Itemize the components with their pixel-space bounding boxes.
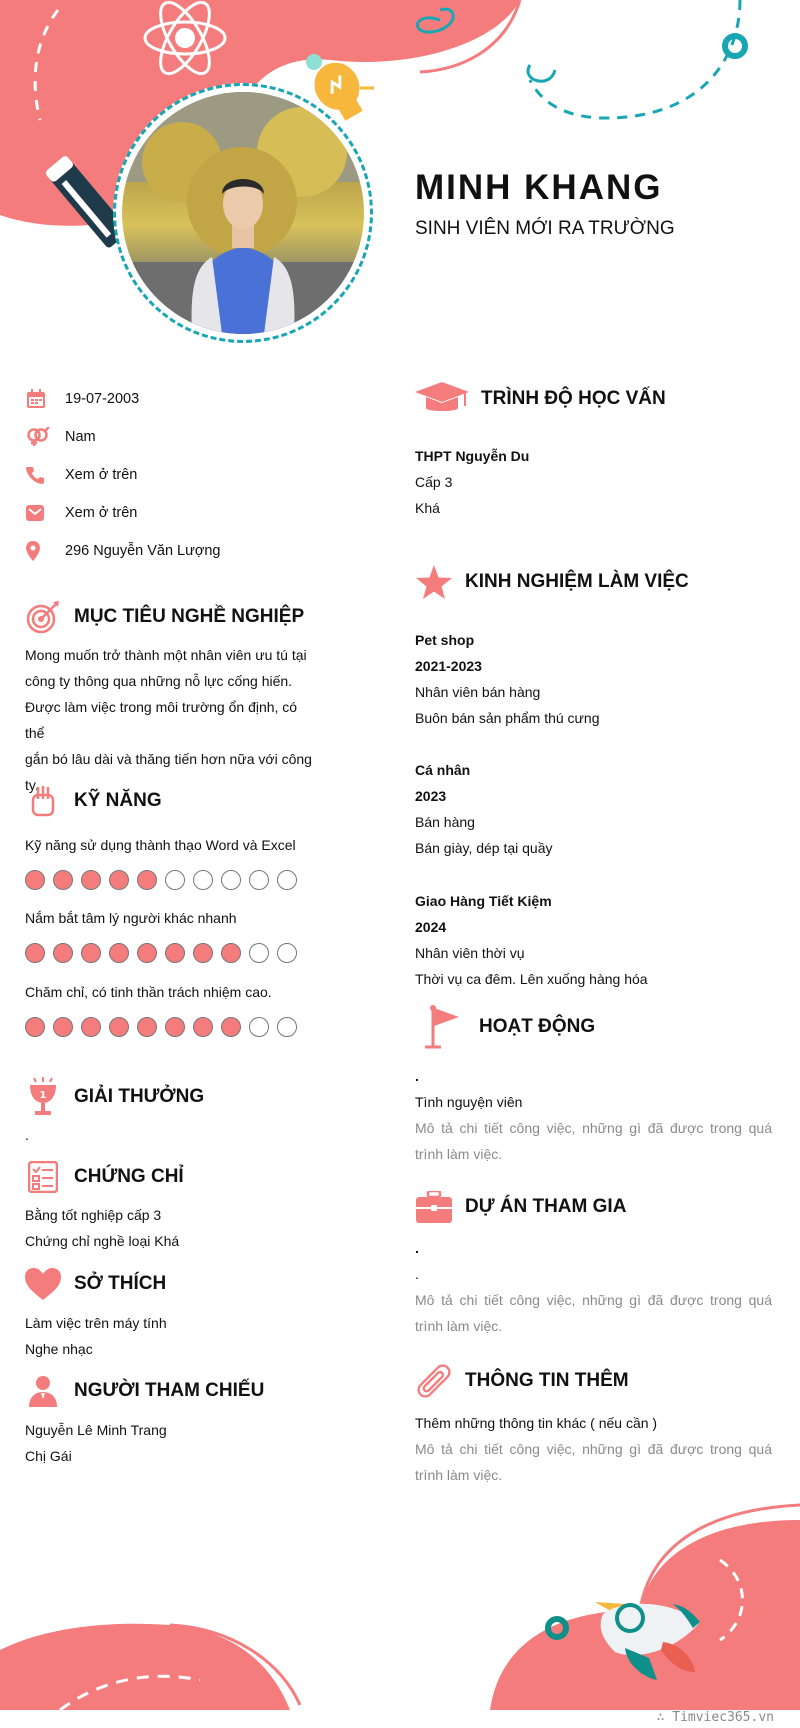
section-extra [415, 1362, 629, 1400]
text-line: . [415, 1240, 419, 1256]
job-position: Nhân viên bán hàng [415, 684, 541, 700]
text-line: ty. [25, 777, 39, 793]
briefcase-icon [415, 1188, 453, 1226]
hobbies-list [25, 1310, 167, 1362]
certificates-list [25, 1202, 179, 1254]
section-title: THÔNG TIN THÊM [465, 1370, 629, 1391]
list-item: Chứng chỉ nghề loại Khá [25, 1233, 180, 1249]
info-email [26, 494, 326, 532]
target-icon [24, 598, 62, 636]
heart-icon [24, 1265, 62, 1303]
section-activities [415, 1008, 595, 1046]
placeholder-text: Mô tả chi tiết công việc, những gì đã được trong quá trình làm việc. [415, 1120, 772, 1162]
fist-icon [24, 782, 62, 820]
watermark: ∴ Timviec365.vn [656, 1710, 774, 1725]
text-line: . [415, 1266, 419, 1282]
rating-dot-filled [137, 943, 157, 963]
rating-dot-empty [277, 943, 297, 963]
experience-job [415, 888, 648, 992]
section-title: KỸ NĂNG [74, 790, 162, 811]
svg-text:1: 1 [39, 1090, 47, 1101]
candidate-name: MINH KHANG [415, 168, 663, 207]
rating-dot-empty [277, 870, 297, 890]
text-line: Mong muốn trở thành một nhân viên ưu tú tại [25, 647, 307, 663]
avatar [113, 83, 373, 343]
rating-dot-filled [53, 1017, 73, 1037]
experience-job [415, 627, 600, 731]
info-birthday [26, 380, 326, 418]
info-value: Nam [65, 429, 96, 445]
rating-dot-empty [249, 943, 269, 963]
mail-icon [26, 502, 52, 524]
rating-dot-filled [165, 943, 185, 963]
rating-dot-empty [221, 870, 241, 890]
star-icon [415, 563, 453, 601]
person-icon [24, 1372, 62, 1410]
rating-dot-filled [25, 870, 45, 890]
rating-dot-empty [193, 870, 213, 890]
section-title: MỤC TIÊU NGHỀ NGHIỆP [74, 606, 305, 627]
info-value: Xem ở trên [65, 467, 138, 483]
rating-dot-filled [109, 870, 129, 890]
job-desc: Buôn bán sản phẩm thú cưng [415, 710, 600, 726]
rating-dot-empty [249, 870, 269, 890]
section-objective [24, 598, 304, 636]
list-item: Nghe nhạc [25, 1341, 93, 1357]
flag-icon [415, 1008, 467, 1046]
info-value: 296 Nguyễn Văn Lượng [65, 543, 221, 559]
section-title: GIẢI THƯỞNG [74, 1086, 205, 1107]
section-hobbies [24, 1265, 166, 1303]
rating-dot-filled [193, 943, 213, 963]
gender-icon [26, 426, 52, 448]
section-title: TRÌNH ĐỘ HỌC VẤN [481, 388, 666, 409]
text-line: Cấp 3 [415, 474, 453, 490]
text-line: công ty thông qua những nỗ lực cống hiến. [25, 673, 293, 689]
section-experience [415, 563, 689, 601]
candidate-role: SINH VIÊN MỚI RA TRƯỜNG [415, 218, 675, 239]
text-line: . [415, 1068, 419, 1084]
checklist-icon [24, 1158, 62, 1196]
text-line: gắn bó lâu dài và thăng tiến hơn nữa với công [25, 751, 312, 767]
section-education [415, 380, 666, 418]
section-awards [24, 1078, 204, 1116]
rating-dot-filled [165, 1017, 185, 1037]
info-gender [26, 418, 326, 456]
list-item: Làm việc trên máy tính [25, 1315, 167, 1331]
phone-icon [26, 464, 52, 486]
job-position: Bán hàng [415, 814, 475, 830]
section-title: SỞ THÍCH [74, 1273, 167, 1294]
section-certificates [24, 1158, 184, 1196]
text-line: Khá [415, 500, 440, 516]
info-value: Xem ở trên [65, 505, 138, 521]
info-value: 19-07-2003 [65, 391, 140, 407]
info-address [26, 532, 326, 570]
graduation-cap-icon [415, 380, 469, 418]
placeholder-text: Mô tả chi tiết công việc, những gì đã được trong quá trình làm việc. [415, 1441, 772, 1483]
rating-dot-filled [137, 870, 157, 890]
section-title: NGƯỜI THAM CHIẾU [74, 1380, 265, 1401]
rating-dot-filled [221, 943, 241, 963]
job-position: Nhân viên thời vụ [415, 945, 525, 961]
text-line: Được làm việc trong môi trường ổn định, có thể [25, 699, 298, 741]
job-period: 2021-2023 [415, 658, 482, 674]
list-item: Nguyễn Lê Minh Trang [25, 1422, 167, 1438]
location-pin-icon [26, 540, 52, 562]
job-company: Cá nhân [415, 762, 471, 778]
activity-name: Tình nguyện viên [415, 1094, 523, 1110]
rating-dot-filled [109, 1017, 129, 1037]
rating-dot-filled [81, 1017, 101, 1037]
skill-rating [25, 1017, 297, 1037]
skill-name: Kỹ năng sử dụng thành thạo Word và Excel [25, 837, 296, 853]
rating-dot-empty [277, 1017, 297, 1037]
section-title: HOẠT ĐỘNG [479, 1016, 596, 1037]
experience-job [415, 757, 553, 861]
calendar-icon [26, 388, 52, 410]
job-period: 2023 [415, 788, 447, 804]
rating-dot-filled [109, 943, 129, 963]
section-title: KINH NGHIỆM LÀM VIỆC [465, 571, 689, 592]
activities-detail [415, 1063, 772, 1167]
education-detail [415, 443, 529, 521]
paperclip-icon [415, 1362, 453, 1400]
section-title: CHỨNG CHỈ [74, 1166, 184, 1187]
job-desc: Bán giày, dép tại quầy [415, 840, 553, 856]
references-list [25, 1417, 167, 1469]
placeholder-text: Mô tả chi tiết công việc, những gì đã được trong quá trình làm việc. [415, 1292, 772, 1334]
text-line: Thêm những thông tin khác ( nếu cần ) [415, 1415, 658, 1431]
school-name: THPT Nguyễn Du [415, 448, 530, 464]
rating-dot-filled [25, 1017, 45, 1037]
job-company: Pet shop [415, 632, 475, 648]
rating-dot-empty [165, 870, 185, 890]
skill-name: Chăm chỉ, có tinh thần trách nhiệm cao. [25, 984, 272, 1000]
skill-rating [25, 870, 297, 890]
personal-info [26, 380, 326, 570]
section-references [24, 1372, 264, 1410]
objective-text [25, 642, 320, 798]
job-company: Giao Hàng Tiết Kiệm [415, 893, 552, 909]
list-item: Chị Gái [25, 1448, 72, 1464]
extra-detail [415, 1410, 772, 1488]
section-title: DỰ ÁN THAM GIA [465, 1196, 627, 1217]
rating-dot-filled [193, 1017, 213, 1037]
section-projects [415, 1188, 626, 1226]
atom-icon [140, 0, 230, 80]
projects-detail [415, 1235, 772, 1339]
skill-name: Nắm bắt tâm lý người khác nhanh [25, 910, 237, 926]
awards-text: . [25, 1127, 29, 1143]
info-phone [26, 456, 326, 494]
rating-dot-filled [81, 943, 101, 963]
rating-dot-filled [137, 1017, 157, 1037]
profile-photo [122, 92, 364, 334]
trophy-icon [24, 1078, 62, 1116]
list-item: Bằng tốt nghiệp cấp 3 [25, 1207, 162, 1223]
rating-dot-filled [221, 1017, 241, 1037]
section-skills [24, 782, 162, 820]
rating-dot-filled [53, 943, 73, 963]
rating-dot-filled [81, 870, 101, 890]
rating-dot-filled [25, 943, 45, 963]
job-desc: Thời vụ ca đêm. Lên xuống hàng hóa [415, 971, 648, 987]
skill-rating [25, 943, 297, 963]
job-period: 2024 [415, 919, 447, 935]
rocket-icon [585, 1592, 715, 1702]
rating-dot-empty [249, 1017, 269, 1037]
rating-dot-filled [53, 870, 73, 890]
